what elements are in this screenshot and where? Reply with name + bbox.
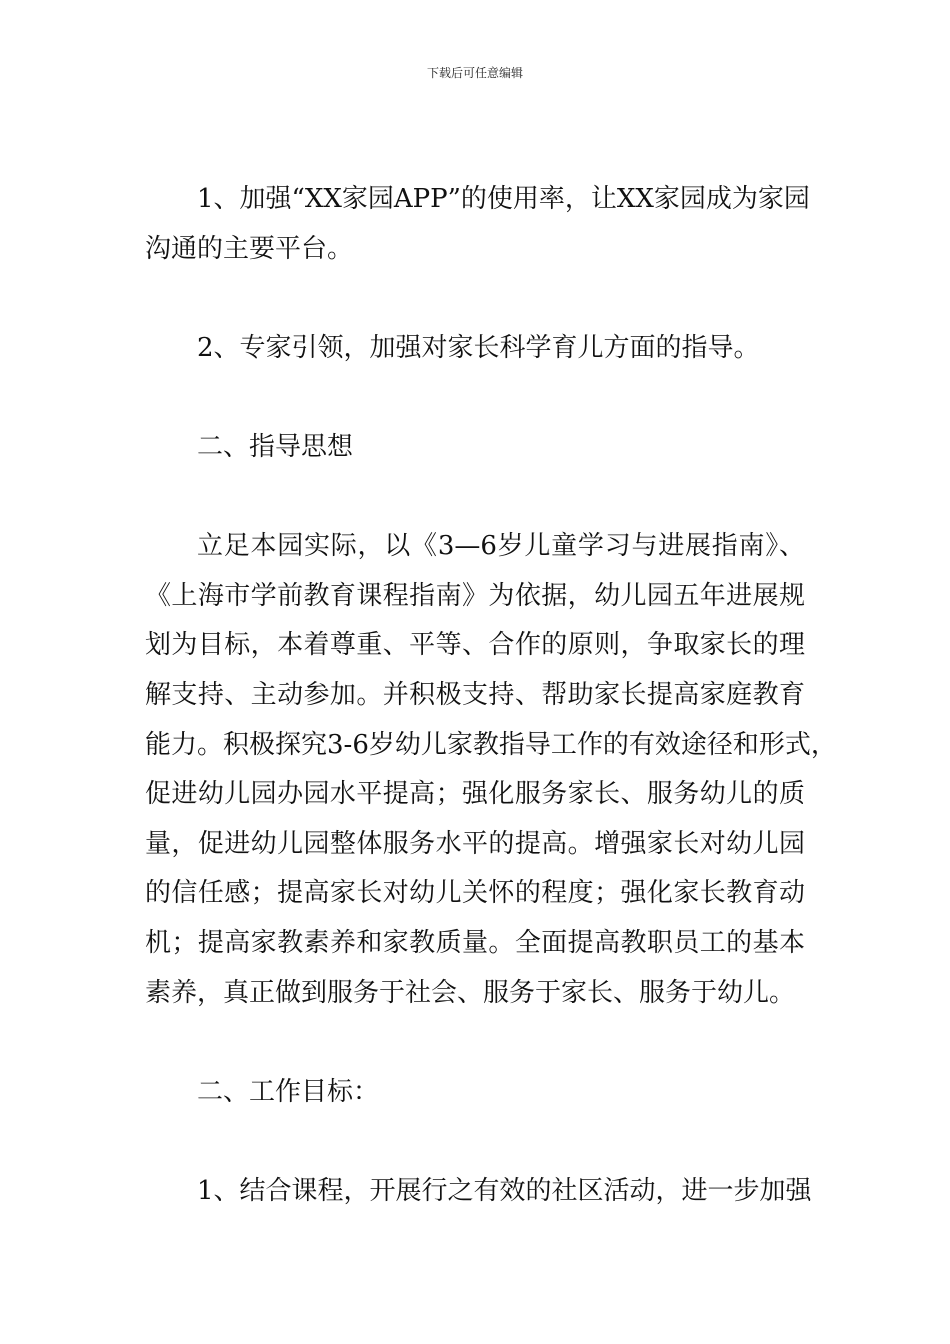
section-heading-guiding-ideology bbox=[145, 423, 805, 473]
paragraph-goal-2 bbox=[145, 324, 805, 374]
text-line: 能力。积极探究3-6岁幼儿家教指导工作的有效途径和形式， bbox=[145, 729, 837, 760]
heading-line: 二、指导思想 bbox=[197, 431, 354, 462]
text-line: 解支持、主动参加。并积极支持、帮助家长提高家庭教育 bbox=[145, 679, 805, 710]
text-line: 立足本园实际，以《3—6岁儿童学习与进展指南》、 bbox=[197, 531, 805, 562]
paragraph-goal-1 bbox=[145, 175, 810, 274]
text-line: 1、结合课程，开展行之有效的社区活动，进一步加强 bbox=[197, 1175, 812, 1206]
paragraph-work-goal-1 bbox=[145, 1167, 812, 1217]
text-line: 划为目标，本着尊重、平等、合作的原则，争取家长的理 bbox=[145, 630, 805, 661]
text-line: 量，促进幼儿园整体服务水平的提高。增强家长对幼儿园 bbox=[145, 828, 805, 859]
text-line: 2、专家引领，加强对家长科学育儿方面的指导。 bbox=[197, 332, 760, 363]
text-line: 的信任感；提高家长对幼儿关怀的程度；强化家长教育动 bbox=[145, 878, 805, 909]
heading-line: 二、工作目标： bbox=[197, 1076, 380, 1107]
text-line: 促进幼儿园办园水平提高；强化服务家长、服务幼儿的质 bbox=[145, 779, 805, 810]
text-line: 沟通的主要平台。 bbox=[145, 233, 354, 264]
document-body bbox=[145, 175, 837, 1266]
text-line: 机；提高家教素养和家教质量。全面提高教职员工的基本 bbox=[145, 927, 805, 958]
page-header: 下载后可任意编辑 bbox=[426, 66, 523, 80]
text-line: 素养，真正做到服务于社会、服务于家长、服务于幼儿。 bbox=[145, 977, 796, 1008]
section-heading-work-goals bbox=[145, 1068, 805, 1118]
text-line: 1、加强“XX家园APP”的使用率，让XX家园成为家园 bbox=[197, 184, 810, 214]
paragraph-guiding-ideology bbox=[145, 522, 837, 1018]
text-line: 《上海市学前教育课程指南》为依据，幼儿园五年进展规 bbox=[145, 580, 805, 611]
